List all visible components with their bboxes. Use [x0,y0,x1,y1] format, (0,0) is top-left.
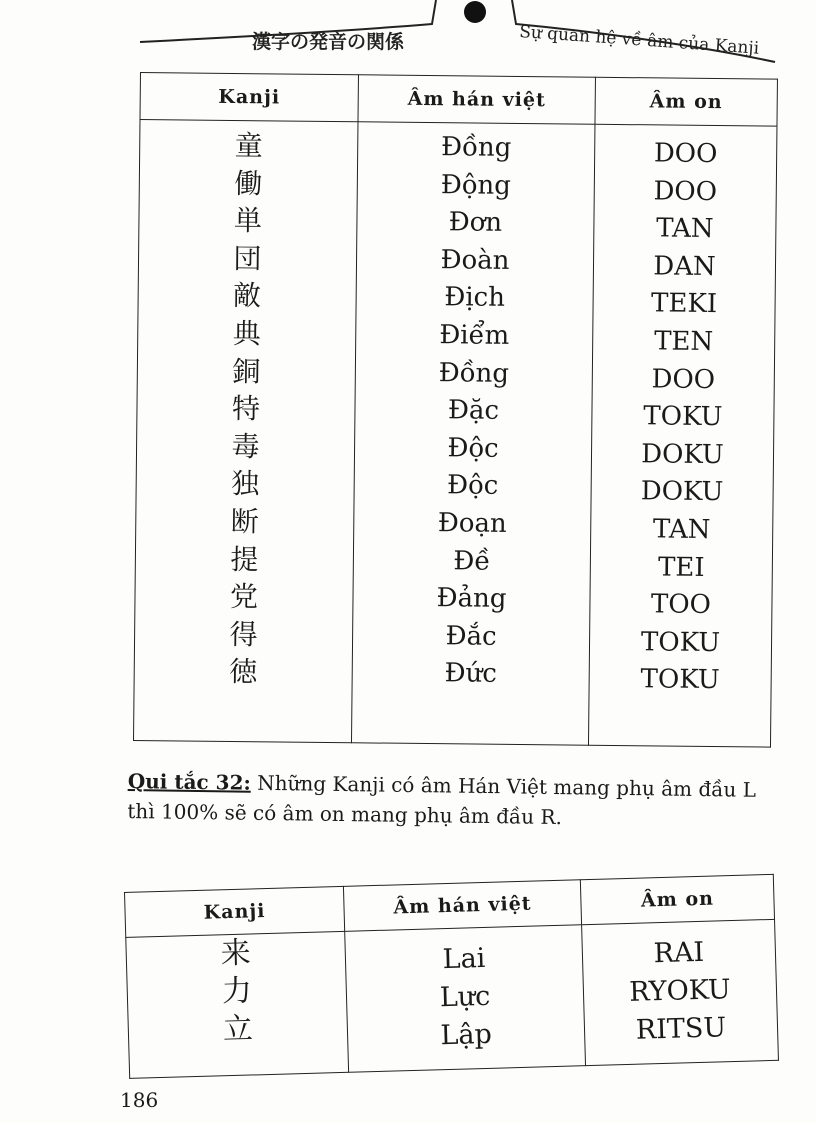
am-on-cell: TAN [652,514,711,545]
header-vietnamese-title: Sự quan hệ về âm của Kanji [518,22,760,59]
kanji-cell: 特 [231,392,261,426]
rule-paragraph [127,766,788,835]
header-am-on: Âm on [580,874,774,924]
am-on-column [588,124,776,747]
am-han-viet-cell: Độc [447,432,499,464]
am-on-cell: TEKI [650,288,718,320]
header-am-han-viet: Âm hán việt [343,880,581,932]
am-han-viet-cell: Động [440,169,512,201]
am-on-cell: TOO [650,589,712,621]
am-han-viet-cell: Lập [440,1018,493,1052]
am-on-cell: TAN [655,213,714,245]
am-han-viet-cell: Đảng [436,583,507,614]
am-han-viet-cell: Đồng [438,357,510,389]
am-on-cell: TOKU [640,664,720,696]
kanji-cell: 党 [229,580,259,614]
am-han-viet-cell: Đồng [440,132,512,163]
am-han-viet-cell: Điểm [439,320,510,351]
am-han-viet-cell: Địch [444,282,506,314]
page-number: 186 [120,1088,159,1112]
am-on-cell: TEN [654,326,714,357]
am-on-cell: RYOKU [628,974,732,1008]
am-han-viet-cell: Lực [439,980,491,1014]
am-han-viet-column [345,925,586,1073]
header-am-on: Âm on [595,77,777,126]
am-on-cell: DOO [653,175,718,207]
am-han-viet-cell: Đoàn [440,244,510,276]
am-han-viet-cell: Đặc [447,395,500,426]
kanji-cell: 団 [233,241,262,276]
kanji-cell: 力 [221,973,253,1010]
kanji-column [126,931,349,1078]
am-on-cell: DOKU [640,476,724,508]
am-on-cell: DAN [653,251,716,282]
am-on-cell: DOO [651,363,716,395]
kanji-cell: 毒 [231,429,260,464]
am-on-cell: DOO [653,138,718,170]
kanji-cell: 働 [234,166,263,200]
am-on-cell: TOKU [640,626,721,658]
am-han-viet-cell: Đức [444,658,498,690]
am-han-viet-cell: Đơn [448,207,503,238]
am-on-cell: TOKU [643,401,723,433]
am-on-column [582,919,779,1065]
am-on-cell: RITSU [635,1012,727,1046]
am-han-viet-cell: Lai [442,942,486,976]
kanji-cell: 典 [232,316,261,351]
rule-text: Những Kanji có âm Hán Việt mang phụ âm đầu L thì 100% sẽ có âm on mang phụ âm đầu R. [127,770,757,830]
kanji-column [133,120,357,743]
table-body-row [126,919,779,1078]
header-am-han-viet: Âm hán việt [358,75,595,124]
table-body-row [133,120,776,748]
kanji-cell: 断 [230,504,259,539]
header-dot [464,1,486,23]
rule-label: Qui tắc 32: [127,768,252,795]
kanji-cell: 敵 [232,279,262,313]
am-on-cell: TEI [657,551,705,583]
kanji-cell: 銅 [232,354,261,388]
am-han-viet-column [351,122,594,745]
kanji-table-1 [133,72,778,748]
header-japanese-title: 漢字の発音の関係 [252,31,405,53]
kanji-cell: 来 [220,935,252,972]
kanji-cell: 独 [231,467,260,501]
kanji-cell: 単 [233,204,263,238]
am-on-cell: RAI [653,936,705,970]
kanji-cell: 得 [229,617,258,651]
header-kanji: Kanji [125,886,345,937]
am-on-cell: DOKU [641,439,724,470]
am-han-viet-cell: Đề [453,545,491,577]
kanji-table-2 [124,874,779,1079]
kanji-cell: 提 [230,542,259,576]
kanji-cell: 立 [222,1011,254,1048]
am-han-viet-cell: Đắc [445,620,497,652]
table-header-row [140,73,777,127]
am-han-viet-cell: Đoạn [437,508,507,539]
kanji-cell: 徳 [229,655,258,689]
header-kanji: Kanji [140,73,358,122]
am-han-viet-cell: Độc [446,470,499,502]
kanji-cell: 童 [234,128,263,163]
